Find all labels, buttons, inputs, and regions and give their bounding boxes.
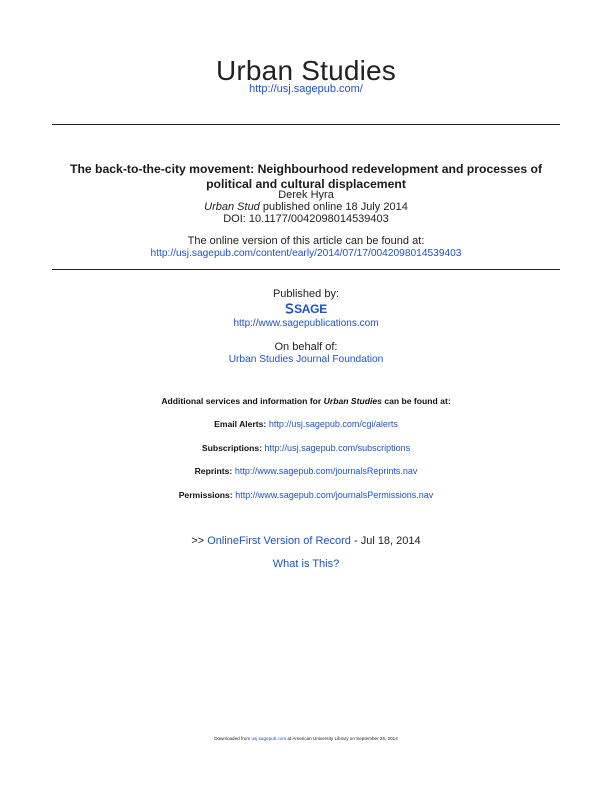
online-version-link[interactable]: http://usj.sagepub.com/content/early/2014/07/17/0042098014539403 <box>150 248 462 259</box>
article-title-line1: The back-to-the-city movement: Neighbourhood redevelopment and processes of <box>70 162 542 176</box>
article-title-line2: political and cultural displacement <box>206 177 406 191</box>
sage-logo[interactable] <box>285 302 327 316</box>
online-version-text: The online version of this article can be found at: <box>187 235 425 247</box>
email-alerts-label: Email Alerts: <box>214 419 267 429</box>
published-date: published online 18 July 2014 <box>259 201 408 213</box>
services-heading <box>0 396 612 406</box>
published-by-label: Published by: <box>272 288 340 300</box>
email-alerts-row <box>0 419 612 429</box>
journal-title: Urban Studies <box>215 55 397 86</box>
permissions-link[interactable]: http://www.sagepub.com/journalsPermissions.nav <box>235 490 434 500</box>
subscriptions-row <box>0 443 612 453</box>
journal-abbrev: Urban Stud <box>204 201 260 213</box>
article-published <box>0 201 612 213</box>
publisher-url-link[interactable]: http://www.sagepublications.com <box>233 318 379 329</box>
footer-suffix: at American University Library on September 26, 2014 <box>286 736 398 741</box>
subscriptions-link[interactable]: http://usj.sagepub.com/subscriptions <box>264 443 411 453</box>
reprints-link[interactable]: http://www.sagepub.com/journalsReprints.nav <box>234 466 418 476</box>
version-prefix: >> <box>191 535 208 547</box>
journal-url-link[interactable]: http://usj.sagepub.com/ <box>249 83 363 95</box>
services-heading-journal: Urban Studies <box>323 396 382 406</box>
permissions-label: Permissions: <box>178 490 233 500</box>
services-heading-prefix: Additional services and information for <box>161 396 324 406</box>
online-first-link[interactable]: OnlineFirst Version of Record <box>207 535 351 547</box>
download-footer <box>0 736 612 741</box>
top-divider <box>52 124 560 125</box>
reprints-row <box>0 466 612 476</box>
sage-s-icon <box>285 303 294 314</box>
middle-divider <box>52 269 560 270</box>
article-doi: DOI: 10.1177/0042098014539403 <box>223 213 389 225</box>
services-heading-suffix: can be found at: <box>381 396 451 406</box>
reprints-label: Reprints: <box>194 466 233 476</box>
on-behalf-label: On behalf of: <box>274 341 338 353</box>
article-title <box>0 162 612 192</box>
footer-prefix: Downloaded from <box>214 736 252 741</box>
email-alerts-link[interactable]: http://usj.sagepub.com/cgi/alerts <box>268 419 398 429</box>
sage-logo-text: SAGE <box>294 302 327 316</box>
subscriptions-label: Subscriptions: <box>201 443 263 453</box>
permissions-row <box>0 490 612 500</box>
version-date: - Jul 18, 2014 <box>350 535 421 547</box>
version-of-record <box>0 535 612 547</box>
what-is-this-link[interactable]: What is This? <box>272 558 340 570</box>
footer-link[interactable]: usj.sagepub.com <box>251 736 287 741</box>
foundation-link[interactable]: Urban Studies Journal Foundation <box>228 354 384 365</box>
article-author: Derek Hyra <box>278 189 334 201</box>
